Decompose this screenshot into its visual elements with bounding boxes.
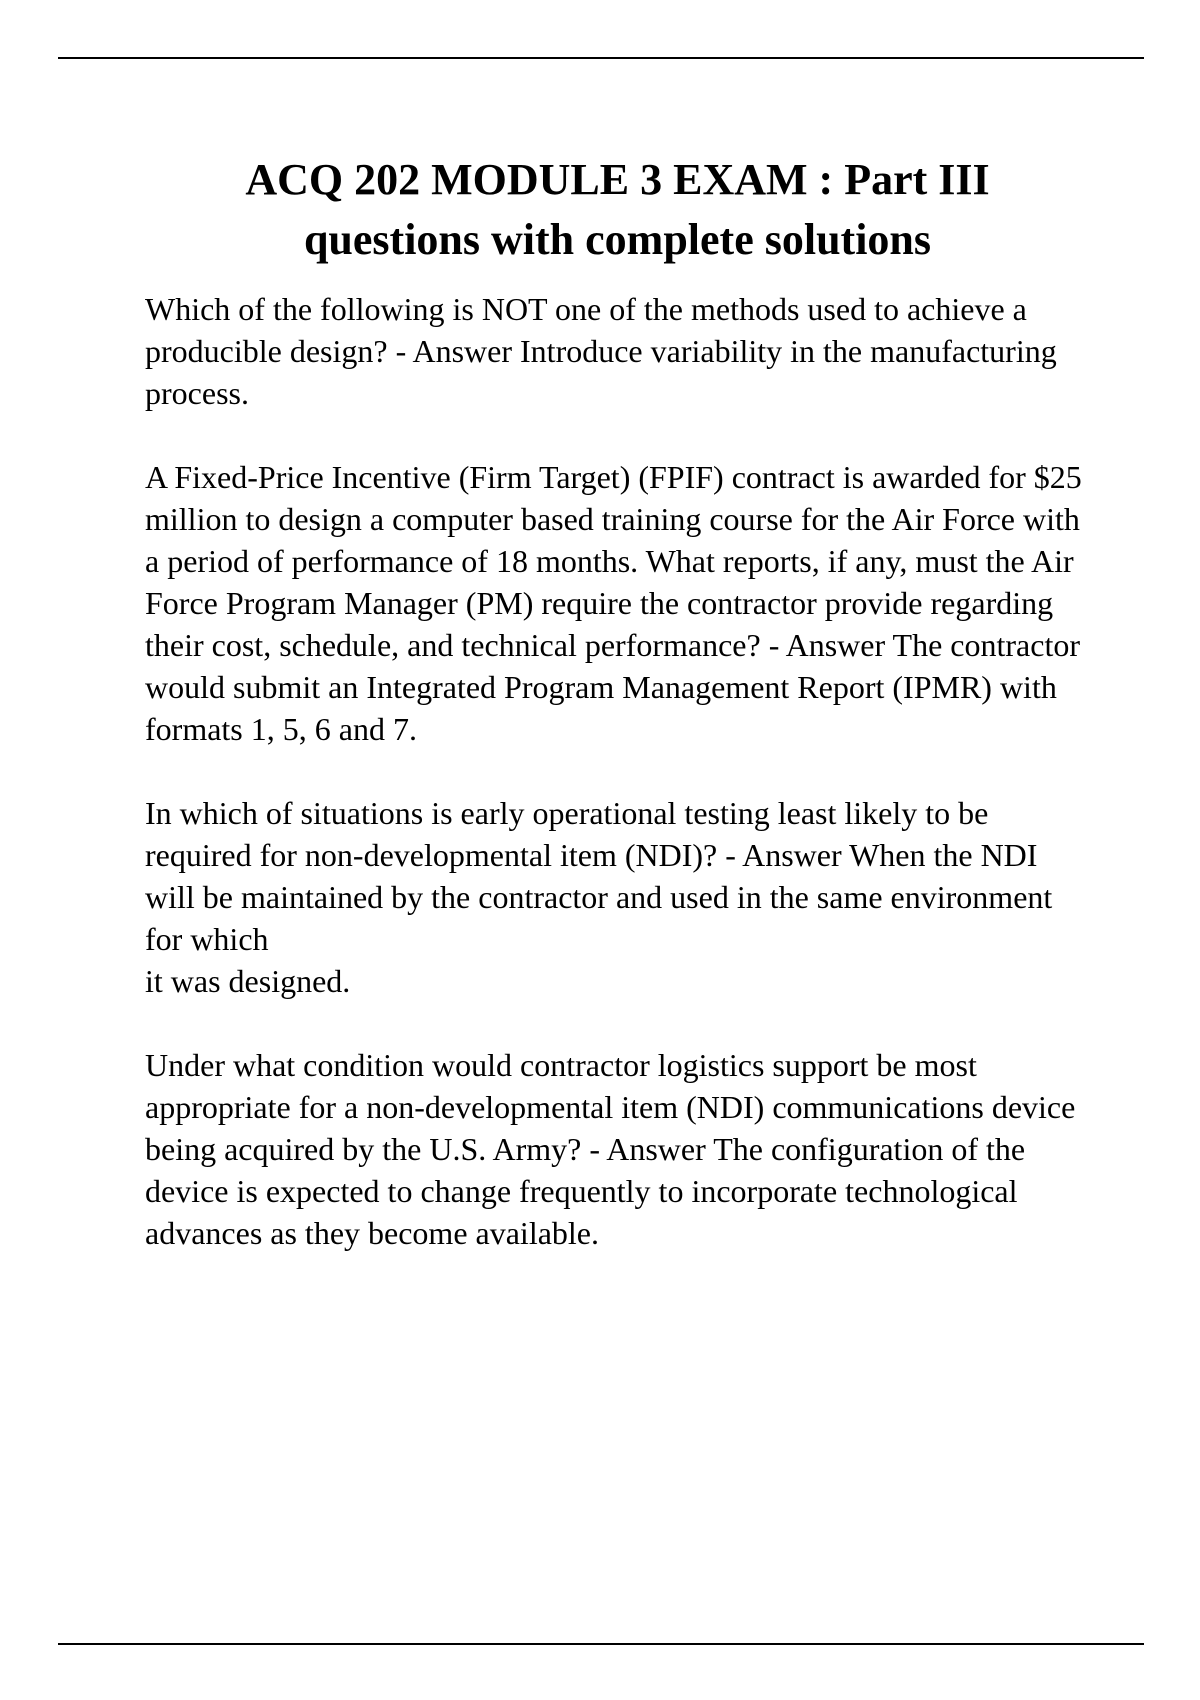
answer-separator: - Answer [760,627,893,663]
qa-item-2 [145,456,1090,750]
answer-text: The contractor would submit an Integrated Program Management Report (IPMR) with formats 1, 5, 6 and 7. [145,627,1080,747]
question-text: A Fixed-Price Incentive (Firm Target) (FPIF) contract is awarded for $25 million to design a computer based training course for the Air Force with a period of performance of 18 months. What reports, if any, must the Air Force Program Manager (PM) require the contractor provide regarding their cost, schedule, and technical performance? [145,459,1082,663]
title-line-2: questions with complete solutions [303,215,932,264]
answer-separator: - Answer [387,333,521,369]
answer-text: Introduce variability in the manufacturing process. [145,333,1057,411]
bottom-rule [58,1643,1144,1645]
question-text: Under what condition would contractor logistics support be most appropriate for a non-developmental item (NDI) communications device being acquired by the U.S. Army? [145,1047,1076,1167]
document-body [145,150,1090,1296]
qa-item-1 [145,288,1090,414]
answer-text: When the NDI will be maintained by the contractor and used in the same environment for which it was designed. [145,837,1053,999]
qa-item-3 [145,792,1090,1002]
answer-text: The configuration of the device is expected to change frequently to incorporate technological advances as they become available. [145,1131,1026,1251]
answer-separator: - Answer [717,837,850,873]
qa-item-4 [145,1044,1090,1254]
title-line-1: ACQ 202 MODULE 3 EXAM : Part III [245,155,990,204]
top-rule [58,57,1144,59]
page-title [145,150,1090,270]
question-text: Which of the following is NOT one of the methods used to achieve a producible design? [145,291,1027,369]
answer-separator: - Answer [581,1131,714,1167]
question-text: In which of situations is early operational testing least likely to be required for non-developmental item (NDI)? [145,795,989,873]
